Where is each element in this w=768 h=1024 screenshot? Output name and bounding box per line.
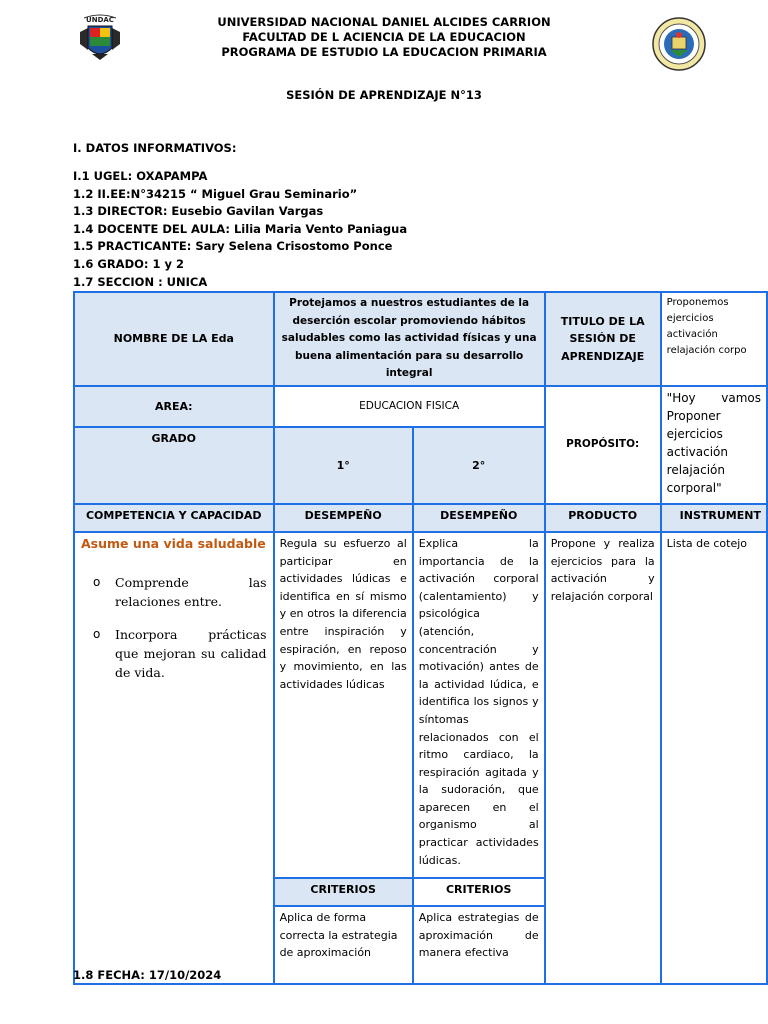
fecha: 1.8 FECHA: 17/10/2024: [73, 968, 222, 982]
session-title: SESIÓN DE APRENDIZAJE N°13: [286, 88, 482, 102]
nombre-eda-label: NOMBRE DE LA Eda: [74, 292, 274, 386]
col-instrumento: INSTRUMENT: [661, 504, 767, 532]
capacidad-item: o Incorpora prácticas que mejoran su calidad de vida.: [93, 625, 267, 682]
institution-header: [0, 15, 768, 60]
grado-1: 1°: [274, 427, 413, 504]
university-name: UNIVERSIDAD NACIONAL DANIEL ALCIDES CARRION: [217, 15, 551, 29]
competencia-cell: [74, 532, 274, 984]
proposito-label: PROPÓSITO:: [545, 386, 661, 504]
datos-list: [73, 168, 407, 291]
datos-item-iiee: 1.2 II.EE:N°34215 “ Miguel Grau Seminario”: [73, 186, 358, 201]
producto-text: Propone y realiza ejercicios para la activación y relajación corporal: [545, 532, 661, 984]
criterios-1-label: CRITERIOS: [274, 878, 413, 906]
datos-item-seccion: 1.7 SECCION : UNICA: [73, 274, 208, 289]
datos-title: I. DATOS INFORMATIVOS:: [73, 141, 237, 155]
nombre-eda-value: Protejamos a nuestros estudiantes de la deserción escolar promoviendo hábitos saludables como las actividad físicas y una buena alimentación para su desarrollo integral: [274, 292, 545, 386]
criterios-2-label: [413, 878, 545, 906]
col-competencia: COMPETENCIA Y CAPACIDAD: [74, 504, 274, 532]
col-producto: PRODUCTO: [545, 504, 661, 532]
capacidad-item: o Comprende las relaciones entre.: [93, 573, 267, 611]
faculty-name: FACULTAD DE L ACIENCIA DE LA EDUCACION: [242, 30, 526, 44]
datos-item-docente: 1.4 DOCENTE DEL AULA: Lilia Maria Vento Paniagua: [73, 221, 408, 236]
datos-item-ugel: I.1 UGEL: OXAPAMPA: [73, 169, 208, 183]
program-name: PROGRAMA DE ESTUDIO LA EDUCACION PRIMARIA: [221, 45, 547, 59]
datos-item-grado: 1.6 GRADO: 1 y 2: [73, 256, 185, 271]
criterio-1-text: Aplica de forma correcta la estrategia de aproximación: [274, 906, 413, 984]
svg-text:UNDAC: UNDAC: [86, 16, 114, 24]
competencia-title: Asume una vida saludable: [81, 535, 266, 551]
titulo-sesion-label: TITULO DE LA SESIÓN DE APRENDIZAJE: [545, 292, 661, 386]
grado-2: 2°: [413, 427, 545, 504]
datos-item-practicante: 1.5 PRACTICANTE: Sary Selena Crisostomo Ponce: [73, 239, 393, 254]
criterios-2-text: CRITERIOS: [418, 881, 540, 899]
instrumento-text: Lista de cotejo: [661, 532, 767, 984]
session-table: [73, 291, 768, 985]
grado-label: GRADO: [74, 427, 274, 504]
col-desempeno-1: DESEMPEÑO: [274, 504, 413, 532]
col-desempeno-2: DESEMPEÑO: [413, 504, 545, 532]
area-value: EDUCACION FISICA: [274, 386, 545, 427]
area-label: AREA:: [74, 386, 274, 427]
desempeno-1-text: Regula su esfuerzo al participar en actividades lúdicas e identifica en sí mismo y en otros la diferencia entre inspiración y espiración, en reposo y movimiento, en las actividades lúdicas: [274, 532, 413, 878]
datos-item-director: 1.3 DIRECTOR: Eusebio Gavilan Vargas: [73, 204, 324, 219]
titulo-sesion-value: Proponemos ejercicios activación relajación corpo: [661, 292, 767, 386]
desempeno-2-text: Explica la importancia de la activación corporal (calentamiento) y psicológica (atención, concentración y motivación) antes de la actividad lúdica, e identifica los signos y síntomas relacionados con el ritmo cardiaco, la respiración agitada y la sudoración, que aparecen en el organismo al practicar actividades lúdicas.: [413, 532, 545, 878]
proposito-value: "Hoy vamos Proponer ejercicios activación relajación corporal": [661, 386, 767, 504]
criterio-2-text: Aplica estrategias de aproximación de manera efectiva: [413, 906, 545, 984]
capacidades-list: [81, 573, 267, 682]
